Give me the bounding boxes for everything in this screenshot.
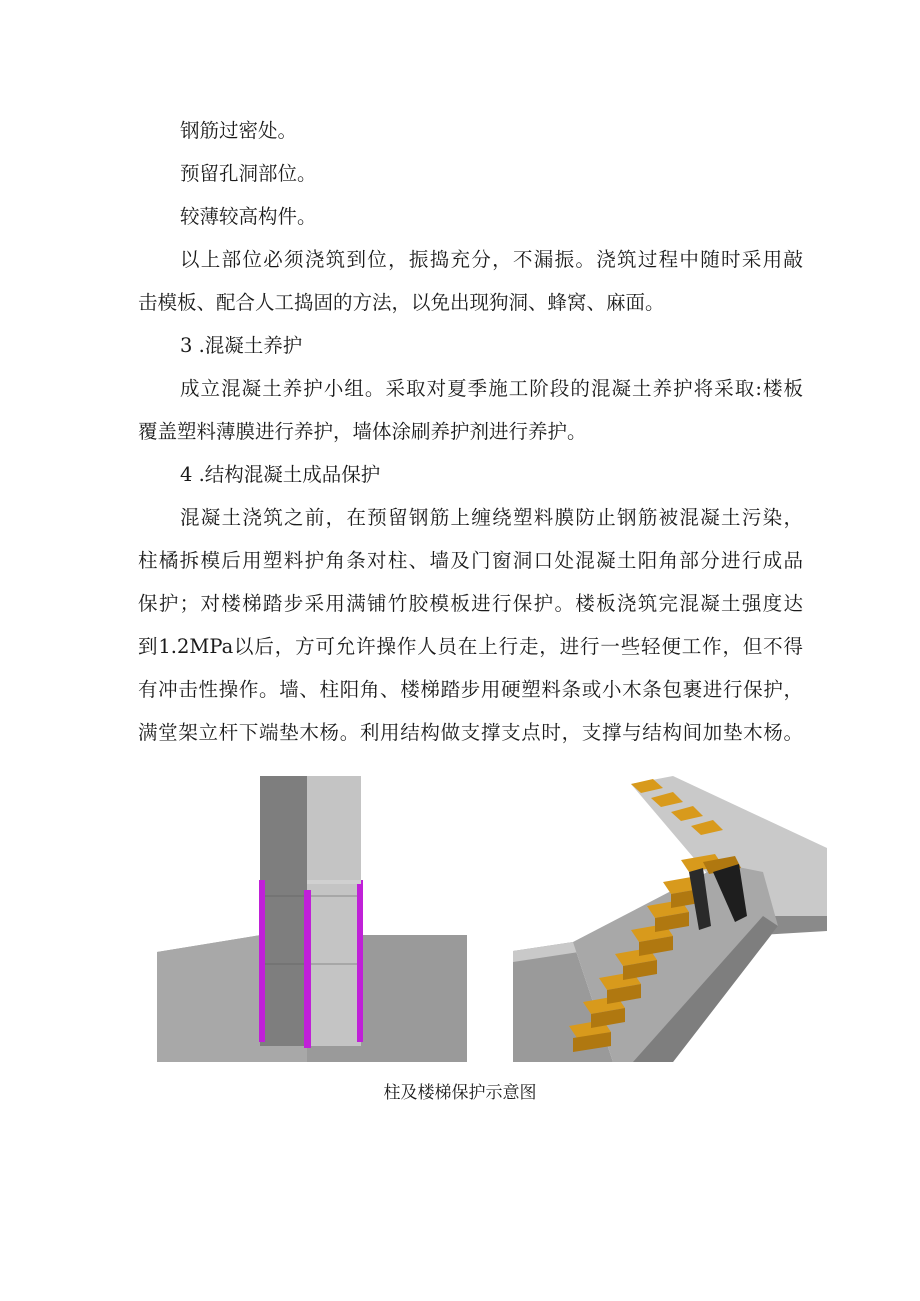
corner-guard-strip — [304, 890, 311, 1048]
column-protection-illustration — [157, 776, 467, 1062]
section-heading: 3 .混凝土养护 — [180, 334, 303, 357]
text-line: 钢筋过密处。 — [180, 119, 298, 142]
section-heading: 4 .结构混凝土成品保护 — [180, 463, 381, 486]
text-line: 保护；对楼梯踏步采用满铺竹胶模板进行保护。楼板浇筑完混凝土强度达 — [138, 592, 803, 615]
corner-guard-strip — [357, 880, 363, 1042]
text-line: 击模板、配合人工捣固的方法，以免出现狗洞、蜂窝、麻面。 — [138, 291, 665, 314]
text-line: 柱橘拆模后用塑料护角条对柱、墙及门窗洞口处混凝土阳角部分进行成品 — [138, 549, 803, 572]
figure-caption: 柱及楼梯保护示意图 — [383, 1083, 537, 1103]
text-line: 成立混凝土养护小组。采取对夏季施工阶段的混凝土养护将采取:楼板 — [180, 377, 803, 400]
text-line: 预留孔洞部位。 — [180, 162, 317, 185]
text-line: 较薄较高构件。 — [180, 205, 317, 228]
text-line: 混凝土浇筑之前，在预留钢筋上缠绕塑料膜防止钢筋被混凝土污染， — [180, 506, 803, 529]
stair-protection-illustration — [513, 776, 827, 1062]
text-line: 满堂架立杆下端垫木杨。利用结构做支撑支点时，支撑与结构间加垫木杨。 — [138, 721, 803, 744]
text-line: 到1.2MPa以后，方可允许操作人员在上行走，进行一些轻便工作，但不得 — [138, 635, 803, 658]
text-line: 以上部位必须浇筑到位，振捣充分，不漏振。浇筑过程中随时采用敲 — [180, 248, 803, 271]
corner-guard-strip — [259, 880, 265, 1042]
column-front-face — [307, 776, 361, 1046]
column-left-face — [260, 776, 307, 1046]
text-line: 有冲击性操作。墙、柱阳角、楼梯踏步用硬塑料条或小木条包裹进行保护， — [138, 678, 803, 701]
text-line: 覆盖塑料薄膜进行养护，墙体涂刷养护剂进行养护。 — [138, 420, 587, 443]
